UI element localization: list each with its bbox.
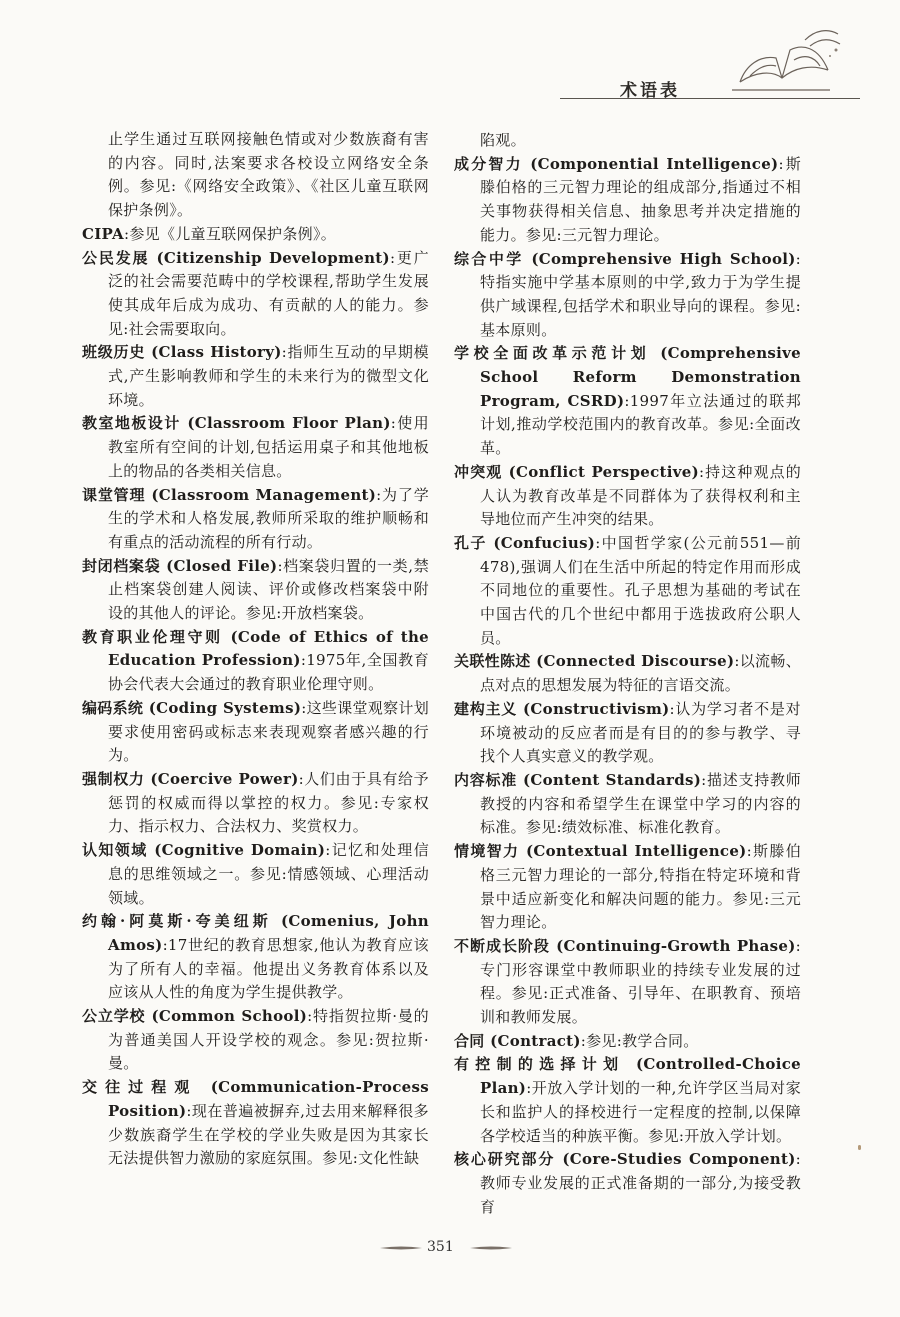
glossary-definition: :开放入学计划的一种,允许学区当局对家长和监护人的择校进行一定程度的控制,以保障各学校适当的种族平衡。参见:开放入学计划。	[480, 1079, 801, 1145]
glossary-term: 封闭档案袋 (Closed File)	[82, 556, 278, 575]
glossary-entry	[454, 532, 801, 651]
glossary-definition: :专门形容课堂中教师职业的持续专业发展的过程。参见:正式准备、引导年、在职教育、预培训和教师发展。	[480, 936, 801, 1027]
glossary-entry	[82, 341, 429, 412]
page-header-title: 术语表	[620, 81, 680, 101]
glossary-definition: :记忆和处理信息的思维领域之一。参见:情感领域、心理活动领域。	[108, 841, 430, 907]
glossary-entry	[454, 1148, 801, 1219]
glossary-definition: :以流畅、点对点的思想发展为特征的言语交流。	[480, 652, 801, 695]
glossary-term: 编码系统 (Coding Systems)	[82, 698, 302, 717]
glossary-right-column	[454, 129, 801, 1219]
glossary-term: CIPA	[82, 224, 124, 243]
glossary-entry	[454, 935, 801, 1030]
page-footer	[380, 1231, 520, 1261]
glossary-term: 约翰·阿莫斯·夸美纽斯 (Comenius, John Amos)	[82, 912, 429, 954]
glossary-entry	[82, 1005, 429, 1076]
glossary-term: 建构主义 (Constructivism)	[454, 699, 670, 718]
glossary-definition: :现在普遍被摒弃,过去用来解释很多少数族裔学生在学校的学业失败是因为其家长无法提供智力激励的家庭氛围。参见:文化性缺	[108, 1101, 429, 1168]
glossary-definition: :参见《儿童互联网保护条例》。	[123, 224, 337, 243]
glossary-term: 强制权力 (Coercive Power)	[82, 769, 299, 788]
glossary-definition: :17世纪的教育思想家,他认为教育应该为了所有人的幸福。他提出义务教育体系以及应该从人性的角度为学生提供教学。	[108, 935, 429, 1002]
glossary-term: 认知领域 (Cognitive Domain)	[82, 841, 326, 860]
glossary-term: 教室地板设计 (Classroom Floor Plan)	[82, 414, 391, 433]
glossary-term: 核心研究部分 (Core-Studies Component)	[454, 1150, 796, 1169]
glossary-term: 内容标准 (Content Standards)	[454, 770, 702, 789]
glossary-definition: :使用教室所有空间的计划,包括运用桌子和其他地板上的物品的各类相关信息。	[108, 414, 429, 480]
glossary-entry	[454, 650, 801, 697]
glossary-definition: 陷观。	[480, 131, 526, 149]
glossary-entry	[82, 626, 429, 697]
glossary-definition: :特指贺拉斯·曼的为普通美国人开设学校的观念。参见:贺拉斯·曼。	[108, 1007, 429, 1073]
glossary-left-column	[82, 128, 429, 1171]
glossary-entry	[454, 1030, 801, 1054]
glossary-entry	[454, 342, 801, 461]
glossary-entry	[82, 697, 429, 768]
page-speck	[858, 1145, 861, 1150]
glossary-entry	[82, 1076, 429, 1171]
glossary-definition: :认为学习者不是对环境被动的反应者而是有目的的参与教学、寻找个人真实意义的教学观。	[480, 699, 801, 766]
glossary-definition: :1975年,全国教育协会代表大会通过的教育职业伦理守则。	[108, 651, 430, 694]
glossary-entry	[454, 1053, 801, 1148]
glossary-term: 冲突观 (Conflict Perspective)	[454, 462, 700, 481]
glossary-term: 不断成长阶段 (Continuing-Growth Phase)	[454, 936, 796, 955]
glossary-entry	[82, 223, 429, 247]
glossary-term: 有控制的选择计划 (Controlled-Choice Plan)	[454, 1055, 801, 1098]
glossary-term: 合同 (Contract)	[454, 1031, 581, 1050]
glossary-definition: :更广泛的社会需要范畴中的学校课程,帮助学生发展使其成年后成为成功、有贡献的人的能力。参见:社会需要取向。	[108, 248, 429, 338]
glossary-term: 公立学校 (Common School)	[82, 1007, 308, 1026]
glossary-term: 交往过程观 (Communication-Process Position)	[82, 1078, 429, 1120]
running-header	[560, 20, 865, 105]
footer-ornament-right-icon	[470, 1245, 512, 1251]
glossary-term: 情境智力 (Contextual Intelligence)	[454, 842, 747, 861]
glossary-entry	[454, 840, 801, 935]
glossary-definition: :斯滕伯格三元智力理论的一部分,特指在特定环境和背景中适应新变化和解决问题的能力。参见:三元智力理论。	[480, 842, 801, 932]
glossary-term: 综合中学 (Comprehensive High School)	[454, 249, 796, 268]
glossary-definition: :指师生互动的早期模式,产生影响教师和学生的未来行为的微型文化环境。	[108, 343, 429, 409]
footer-ornament-left-icon	[380, 1245, 422, 1251]
page-number: 351	[427, 1239, 454, 1255]
glossary-definition: :1997年立法通过的联邦计划,推动学校范围内的教育改革。参见:全面改革。	[480, 391, 802, 458]
glossary-definition: :中国哲学家(公元前551—前478),强调人们在生活中所起的特定作用而形成不同地位的重要性。孔子思想为基础的考试在中国古代的几个世纪中都用于选拔政府公职人员。	[480, 533, 801, 647]
glossary-entry	[82, 555, 429, 626]
glossary-entry	[82, 128, 429, 223]
glossary-entry	[454, 153, 801, 248]
glossary-entry	[82, 839, 429, 910]
glossary-entry	[82, 412, 429, 483]
glossary-definition: :描述支持教师教授的内容和希望学生在课堂中学习的内容的标准。参见:绩效标准、标准化教育。	[480, 770, 801, 837]
glossary-term: 公民发展 (Citizenship Development)	[82, 248, 390, 267]
glossary-entry	[454, 769, 801, 840]
glossary-entry	[82, 247, 429, 342]
glossary-entry	[454, 461, 801, 532]
glossary-definition: :教师专业发展的正式准备期的一部分,为接受教育	[480, 1150, 801, 1216]
glossary-entry	[454, 248, 801, 343]
glossary-term: 学校全面改革示范计划 (Comprehensive School Reform Demonstration Program, CSRD)	[454, 344, 801, 410]
glossary-definition: :斯滕伯格的三元智力理论的组成部分,指通过不相关事物获得相关信息、抽象思考并决定措施的能力。参见:三元智力理论。	[480, 154, 801, 244]
glossary-term: 成分智力 (Componential Intelligence)	[454, 154, 779, 173]
glossary-term: 课堂管理 (Classroom Management)	[82, 485, 377, 504]
glossary-entry	[454, 698, 801, 769]
glossary-term: 班级历史 (Class History)	[82, 343, 282, 362]
glossary-definition: 止学生通过互联网接触色情或对少数族裔有害的内容。同时,法案要求各校设立网络安全条例。参见:《网络安全政策》、《社区儿童互联网保护条例》。	[108, 130, 429, 220]
glossary-definition: :为了学生的学术和人格发展,教师所采取的维护顺畅和有重点的活动流程的所有行动。	[108, 485, 429, 551]
glossary-entry	[82, 910, 429, 1005]
open-book-icon	[710, 20, 850, 100]
glossary-definition: :参见:教学合同。	[580, 1031, 699, 1050]
glossary-definition: :特指实施中学基本原则的中学,致力于为学生提供广域课程,包括学术和职业导向的课程。参见:基本原则。	[480, 249, 801, 339]
glossary-definition: :这些课堂观察计划要求使用密码或标志来表现观察者感兴趣的行为。	[108, 698, 430, 765]
glossary-term: 孔子 (Confucius)	[454, 533, 596, 552]
glossary-entry	[82, 768, 429, 839]
glossary-entry	[454, 129, 801, 153]
glossary-term: 教育职业伦理守则 (Code of Ethics of the Education Profession)	[82, 627, 429, 670]
glossary-definition: :持这种观点的人认为教育改革是不同群体为了获得权利和主导地位而产生冲突的结果。	[480, 462, 801, 529]
glossary-definition: :人们由于具有给予惩罚的权威而得以掌控的权力。参见:专家权力、指示权力、合法权力、奖赏权力。	[108, 769, 429, 836]
glossary-entry	[82, 484, 429, 555]
glossary-definition: :档案袋归置的一类,禁止档案袋创建人阅读、评价或修改档案袋中附设的其他人的评论。参见:开放档案袋。	[108, 556, 430, 623]
glossary-term: 关联性陈述 (Connected Discourse)	[454, 652, 735, 671]
